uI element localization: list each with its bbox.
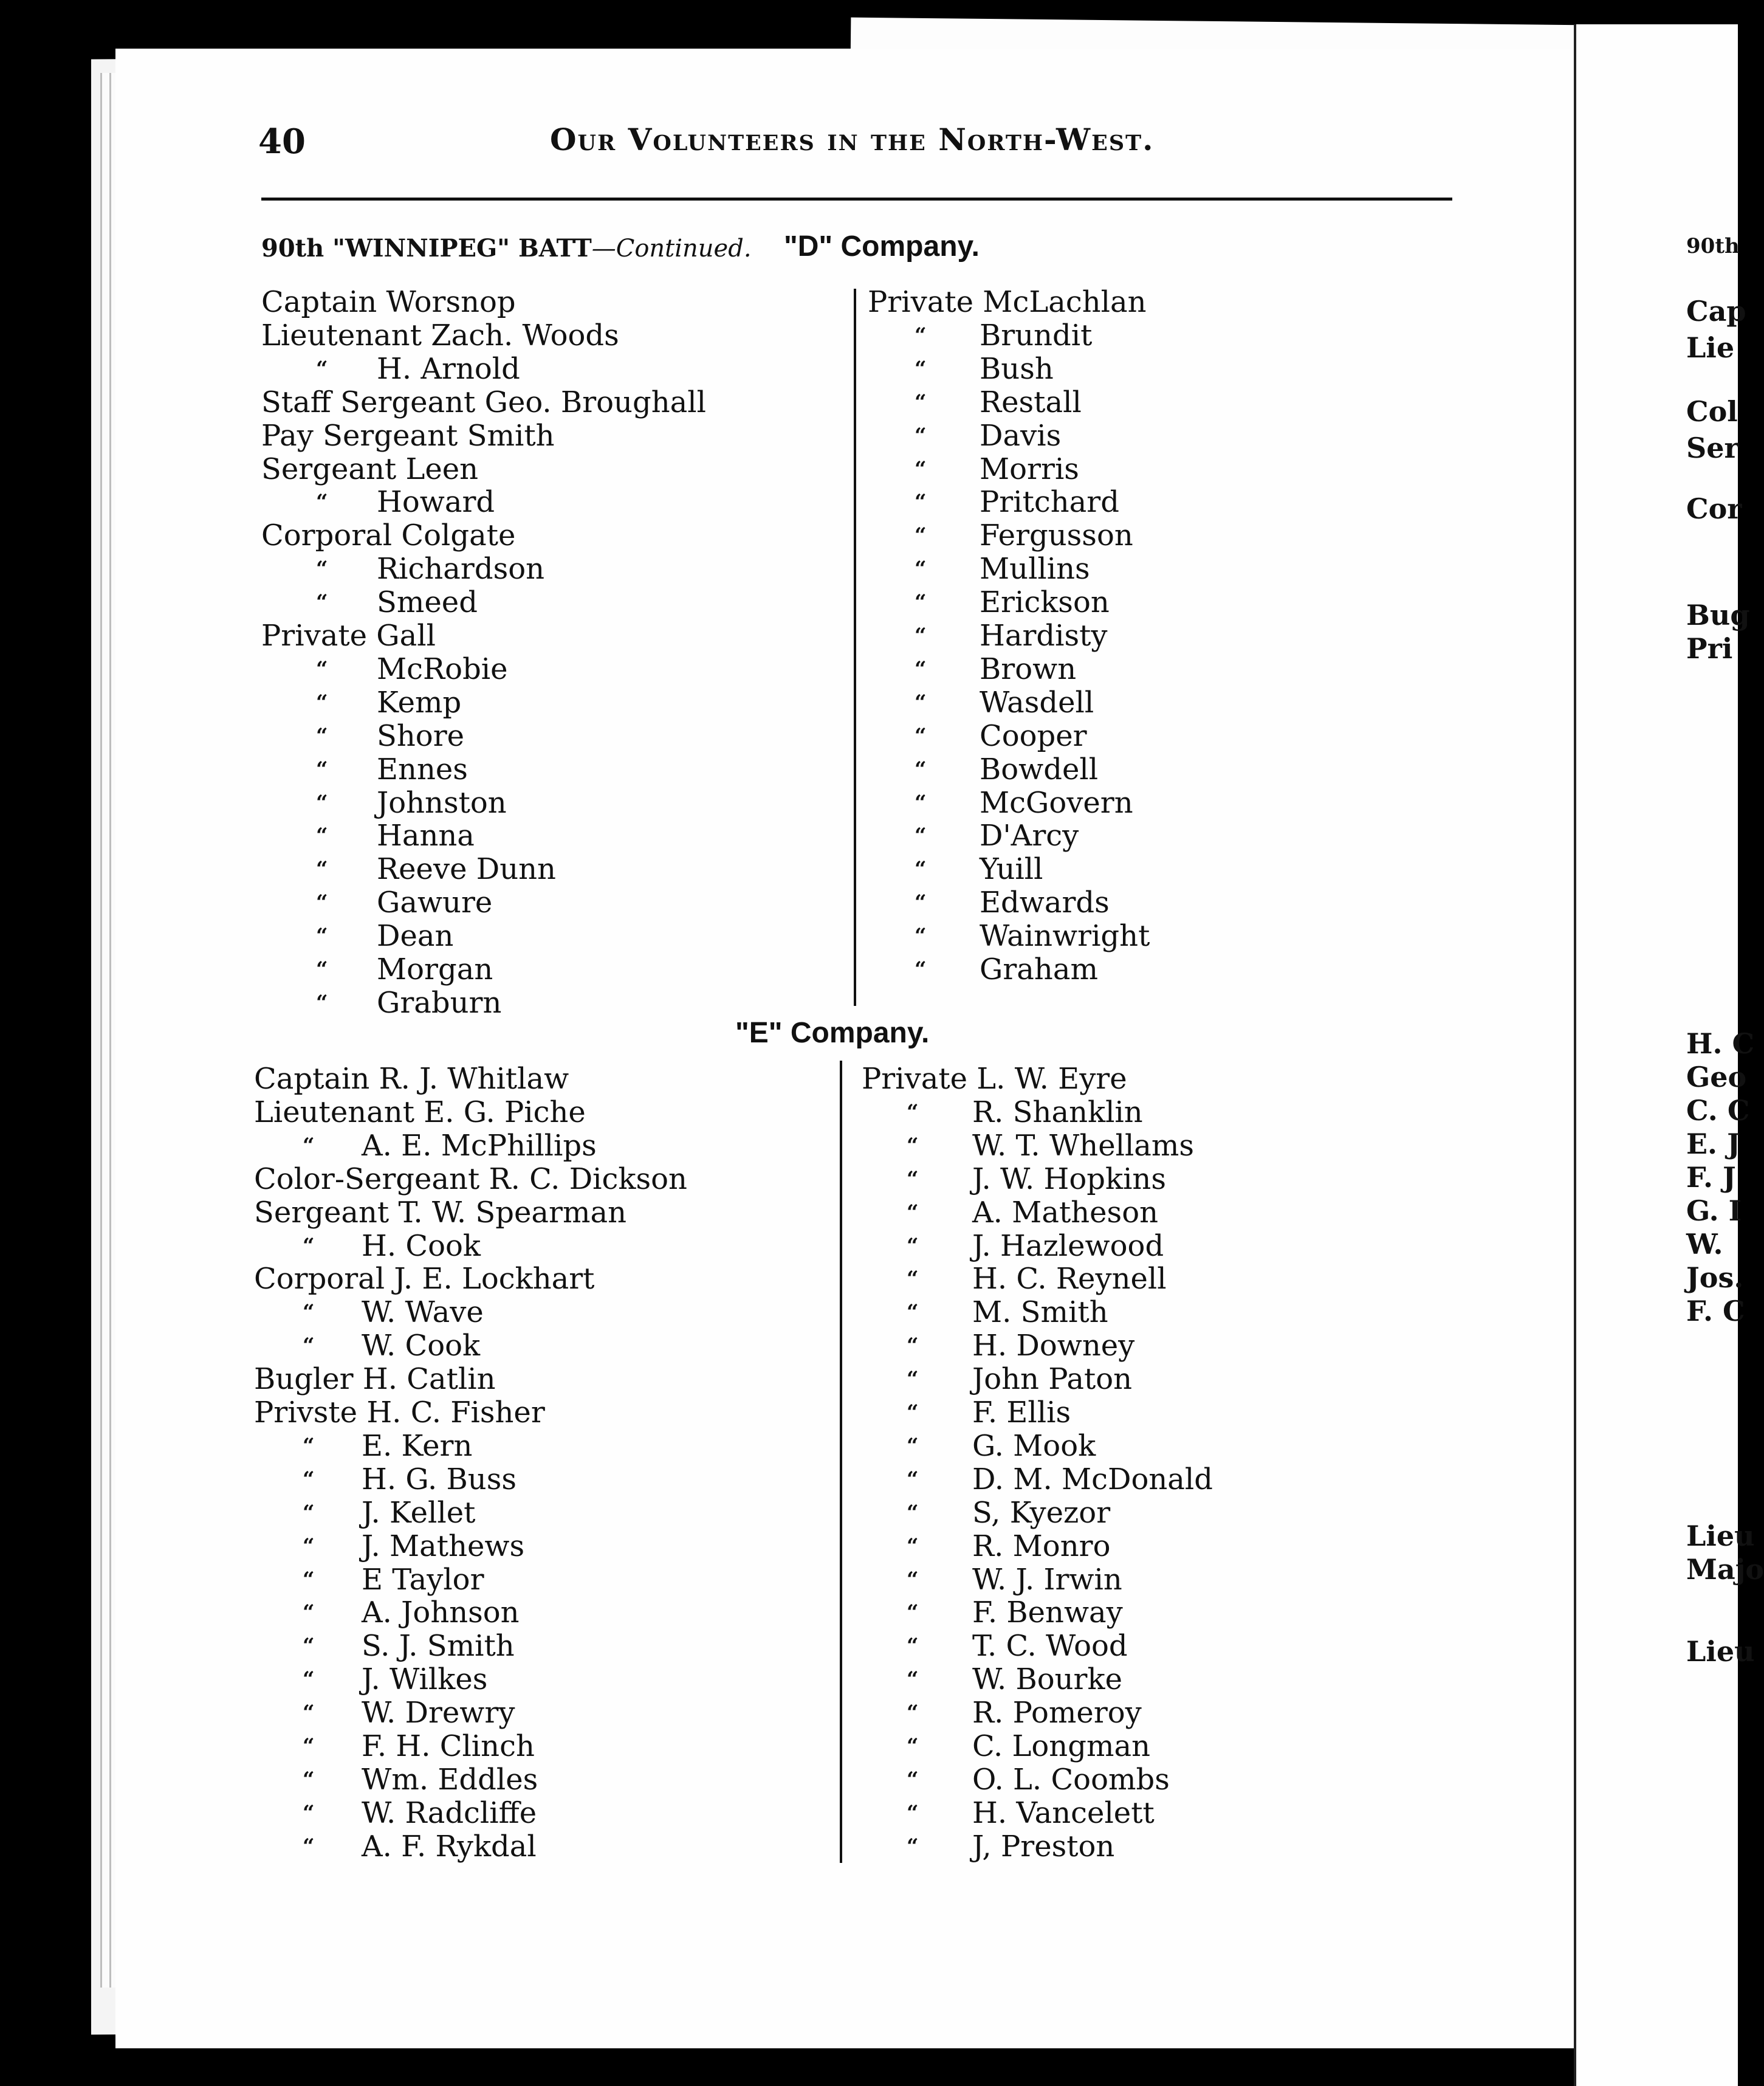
- member-name: R. Shanklin: [972, 1095, 1143, 1129]
- header-rule: [261, 198, 1452, 201]
- member-name: Erickson: [980, 585, 1110, 620]
- ditto-mark: “: [907, 1834, 919, 1859]
- ditto-mark: “: [907, 1701, 919, 1726]
- member-name: Cooper: [980, 718, 1087, 753]
- member-name: Wasdell: [980, 685, 1094, 720]
- member-name: G. Mook: [972, 1428, 1096, 1463]
- ditto-mark: “: [316, 590, 328, 615]
- e-company-heading: "E" Company.: [735, 1017, 930, 1049]
- member-name: E. Kern: [362, 1428, 473, 1463]
- facing-page-fragment: C. C: [1686, 1094, 1750, 1127]
- ditto-mark: “: [907, 1467, 919, 1492]
- facing-page-fragment: Lieu: [1686, 1520, 1755, 1552]
- member-name: J. Mathews: [362, 1529, 525, 1563]
- ditto-mark: “: [316, 790, 328, 815]
- member-name: E Taylor: [362, 1562, 484, 1597]
- member-name: McRobie: [377, 652, 508, 686]
- ditto-mark: “: [907, 1567, 919, 1592]
- roster-entry: [254, 1196, 626, 1229]
- facing-page-fragment: Col: [1686, 395, 1738, 428]
- member-name: H. Arnold: [377, 351, 520, 386]
- member-name: Richardson: [377, 552, 545, 587]
- member-name: H. Catlin: [362, 1362, 496, 1397]
- ditto-mark: “: [303, 1334, 315, 1358]
- rank-label: Captain: [261, 285, 377, 319]
- roster-entry: [868, 286, 1147, 318]
- facing-page-fragment: Ser: [1686, 432, 1739, 464]
- ditto-mark: “: [303, 1600, 315, 1625]
- ditto-mark: “: [303, 1467, 315, 1492]
- roster-entry: [261, 453, 478, 486]
- rank-label: Corporal: [254, 1262, 385, 1296]
- ditto-mark: “: [303, 1433, 315, 1458]
- ditto-mark: “: [915, 924, 927, 949]
- facing-page-fragment: Bug: [1686, 599, 1750, 632]
- ditto-mark: “: [915, 957, 927, 982]
- member-name: Graham: [980, 952, 1098, 986]
- member-name: McGovern: [980, 785, 1133, 820]
- ditto-mark: “: [915, 890, 927, 915]
- member-name: T. W. Spearman: [398, 1195, 627, 1230]
- member-name: M. Smith: [972, 1295, 1108, 1330]
- ditto-mark: “: [303, 1233, 315, 1258]
- ditto-mark: “: [303, 1767, 315, 1792]
- member-name: McLachlan: [983, 285, 1147, 319]
- ditto-mark: “: [303, 1834, 315, 1859]
- member-name: E. G. Piche: [424, 1095, 586, 1129]
- roster-entry: [862, 1062, 1127, 1095]
- member-name: Dean: [377, 919, 454, 954]
- member-name: H. G. Buss: [362, 1462, 517, 1496]
- ditto-mark: “: [303, 1500, 315, 1525]
- roster-entry: [254, 1163, 687, 1196]
- ditto-mark: “: [907, 1634, 919, 1659]
- ditto-mark: “: [915, 690, 927, 715]
- member-name: T. C. Wood: [972, 1629, 1128, 1664]
- roster-entry: [261, 419, 555, 452]
- facing-page-fragment: W.: [1686, 1228, 1723, 1261]
- roster-entry: [254, 1363, 496, 1396]
- facing-page-fragment: Lieu: [1686, 1635, 1755, 1668]
- ditto-mark: “: [907, 1200, 919, 1225]
- roster-entry: [254, 1262, 594, 1295]
- ditto-mark: “: [907, 1367, 919, 1392]
- rank-label: Private: [862, 1062, 968, 1096]
- member-name: Davis: [980, 418, 1062, 453]
- ditto-mark: “: [915, 490, 927, 515]
- member-name: Edwards: [980, 886, 1110, 920]
- ditto-mark: “: [915, 857, 927, 882]
- member-name: Hardisty: [980, 619, 1108, 653]
- ditto-mark: “: [316, 890, 328, 915]
- member-name: Pritchard: [980, 485, 1119, 520]
- ditto-mark: “: [915, 523, 927, 548]
- roster-entry: [261, 386, 706, 419]
- member-name: Johnston: [377, 785, 507, 820]
- ditto-mark: “: [316, 990, 328, 1015]
- member-name: F. Benway: [972, 1595, 1123, 1630]
- roster-entry: [254, 1396, 545, 1429]
- member-name: Morgan: [377, 952, 493, 986]
- member-name: S, Kyezor: [972, 1495, 1111, 1530]
- ditto-mark: “: [303, 1133, 315, 1158]
- ditto-mark: “: [907, 1233, 919, 1258]
- rank-label: Lieutenant: [254, 1095, 414, 1129]
- ditto-mark: “: [303, 1300, 315, 1325]
- ditto-mark: “: [907, 1500, 919, 1525]
- member-name: W. Bourke: [972, 1662, 1122, 1697]
- member-name: Geo. Broughall: [484, 385, 706, 419]
- continued-label: —Continued.: [591, 235, 752, 263]
- member-name: Smeed: [377, 585, 478, 620]
- member-name: H. Cook: [362, 1228, 481, 1263]
- column-divider: [840, 1061, 842, 1863]
- roster-entry: [261, 619, 436, 652]
- member-name: Gawure: [377, 886, 493, 920]
- roster-entry: [254, 1062, 569, 1095]
- member-name: John Paton: [972, 1362, 1133, 1397]
- rank-label: Private: [868, 285, 974, 319]
- member-name: Leen: [405, 452, 479, 486]
- member-name: Yuill: [980, 852, 1043, 887]
- ditto-mark: “: [907, 1534, 919, 1558]
- rank-label: Lieutenant: [261, 318, 422, 353]
- member-name: Hanna: [377, 819, 475, 853]
- ditto-mark: “: [303, 1634, 315, 1659]
- member-name: F. Ellis: [972, 1396, 1071, 1430]
- member-name: Bush: [980, 351, 1054, 386]
- ditto-mark: “: [915, 323, 927, 348]
- roster-entry: [254, 1096, 586, 1129]
- ditto-mark: “: [907, 1767, 919, 1792]
- ditto-mark: “: [915, 656, 927, 681]
- page-number: 40: [258, 122, 306, 162]
- ditto-mark: “: [303, 1734, 315, 1758]
- ditto-mark: “: [907, 1600, 919, 1625]
- rank-label: Sergeant: [254, 1195, 390, 1230]
- member-name: F. H. Clinch: [362, 1729, 535, 1763]
- member-name: Brown: [980, 652, 1077, 686]
- ditto-mark: “: [915, 757, 927, 782]
- d-company-heading: "D" Company.: [784, 230, 980, 263]
- member-name: Fergusson: [980, 518, 1133, 553]
- ditto-mark: “: [316, 857, 328, 882]
- running-title: Our Volunteers in the North-West.: [550, 122, 1155, 157]
- member-name: W. Radcliffe: [362, 1795, 537, 1830]
- member-name: Colgate: [401, 518, 516, 553]
- member-name: A. Johnson: [362, 1595, 520, 1630]
- facing-page-fragment: F. C: [1686, 1295, 1745, 1327]
- ditto-mark: “: [907, 1334, 919, 1358]
- ditto-mark: “: [303, 1534, 315, 1558]
- member-name: A. F. Rykdal: [362, 1829, 537, 1864]
- member-name: Smith: [467, 418, 555, 453]
- ditto-mark: “: [907, 1300, 919, 1325]
- member-name: Reeve Dunn: [377, 852, 556, 887]
- rank-label: Staff Sergeant: [261, 385, 476, 419]
- member-name: Graburn: [377, 985, 502, 1020]
- ditto-mark: “: [907, 1166, 919, 1191]
- facing-page-fragment: Lie: [1686, 331, 1735, 364]
- facing-page-fragment: E. J: [1686, 1127, 1740, 1160]
- facing-page-fragment: Cap: [1686, 295, 1746, 328]
- ditto-mark: “: [907, 1433, 919, 1458]
- ditto-mark: “: [316, 957, 328, 982]
- member-name: Mullins: [980, 552, 1090, 587]
- ditto-mark: “: [915, 790, 927, 815]
- member-name: H. Vancelett: [972, 1795, 1155, 1830]
- facing-page-fragment: G. I: [1686, 1194, 1742, 1227]
- ditto-mark: “: [907, 1133, 919, 1158]
- rank-label: Color-Sergeant: [254, 1162, 480, 1196]
- facing-page-fragment: Majo: [1686, 1553, 1764, 1586]
- rank-label: Privste: [254, 1396, 358, 1430]
- member-name: R. C. Dickson: [489, 1162, 687, 1196]
- member-name: J. E. Lockhart: [394, 1262, 595, 1296]
- member-name: A. Matheson: [972, 1195, 1158, 1230]
- ditto-mark: “: [915, 557, 927, 582]
- roster-entry: [261, 286, 516, 318]
- member-name: J. Wilkes: [362, 1662, 488, 1697]
- member-name: S. J. Smith: [362, 1629, 515, 1664]
- facing-page-fragment: Cor: [1686, 492, 1742, 525]
- member-name: J. W. Hopkins: [972, 1162, 1166, 1196]
- member-name: R. Monro: [972, 1529, 1111, 1563]
- member-name: C. Longman: [972, 1729, 1150, 1763]
- member-name: W. J. Irwin: [972, 1562, 1122, 1597]
- ditto-mark: “: [303, 1667, 315, 1692]
- member-name: Zach. Woods: [431, 318, 619, 353]
- ditto-mark: “: [907, 1667, 919, 1692]
- ditto-mark: “: [907, 1734, 919, 1758]
- member-name: Brundit: [980, 318, 1093, 353]
- member-name: Restall: [980, 385, 1082, 419]
- ditto-mark: “: [316, 490, 328, 515]
- facing-page-fragment: F. J: [1686, 1161, 1736, 1194]
- facing-page-fragment: Jos.: [1686, 1261, 1744, 1294]
- ditto-mark: “: [915, 423, 927, 448]
- roster-entry: [261, 319, 619, 352]
- ditto-mark: “: [915, 456, 927, 481]
- rank-label: Private: [261, 619, 368, 653]
- member-name: J. Hazlewood: [972, 1228, 1164, 1263]
- rank-label: Pay Sergeant: [261, 418, 458, 453]
- ditto-mark: “: [915, 590, 927, 615]
- column-divider: [854, 289, 856, 1006]
- member-name: J. Kellet: [362, 1495, 476, 1530]
- member-name: Bowdell: [980, 752, 1099, 787]
- member-name: Shore: [377, 718, 465, 753]
- ditto-mark: “: [316, 824, 328, 849]
- member-name: Worsnop: [386, 285, 516, 319]
- ditto-mark: “: [316, 656, 328, 681]
- rank-label: Sergeant: [261, 452, 397, 486]
- member-name: Kemp: [377, 685, 462, 720]
- member-name: Gall: [376, 619, 436, 653]
- ditto-mark: “: [907, 1267, 919, 1292]
- member-name: L. W. Eyre: [976, 1062, 1127, 1096]
- ditto-mark: “: [303, 1701, 315, 1726]
- roster-entry: [261, 519, 515, 552]
- ditto-mark: “: [303, 1567, 315, 1592]
- facing-page-fragment: 90th: [1686, 234, 1740, 258]
- rank-label: Captain: [254, 1062, 370, 1096]
- rank-label: Corporal: [261, 518, 393, 553]
- ditto-mark: “: [907, 1800, 919, 1825]
- ditto-mark: “: [907, 1100, 919, 1124]
- member-name: Wm. Eddles: [362, 1762, 538, 1797]
- ditto-mark: “: [915, 824, 927, 849]
- ditto-mark: “: [316, 356, 328, 381]
- member-name: H. Downey: [972, 1329, 1135, 1363]
- member-name: W. Drewry: [362, 1696, 515, 1730]
- ditto-mark: “: [915, 723, 927, 748]
- member-name: Wainwright: [980, 919, 1150, 954]
- ditto-mark: “: [316, 757, 328, 782]
- ditto-mark: “: [316, 557, 328, 582]
- ditto-mark: “: [915, 390, 927, 415]
- ditto-mark: “: [915, 356, 927, 381]
- member-name: W. Cook: [362, 1329, 481, 1363]
- ditto-mark: “: [915, 624, 927, 648]
- member-name: O. L. Coombs: [972, 1762, 1170, 1797]
- member-name: R. Pomeroy: [972, 1696, 1142, 1730]
- member-name: J, Preston: [972, 1829, 1115, 1864]
- member-name: R. J. Whitlaw: [379, 1062, 569, 1096]
- member-name: Howard: [377, 485, 495, 520]
- member-name: A. E. McPhillips: [362, 1128, 597, 1163]
- rank-label: Bugler: [254, 1362, 354, 1397]
- ditto-mark: “: [316, 690, 328, 715]
- member-name: W. Wave: [362, 1295, 484, 1330]
- ditto-mark: “: [316, 723, 328, 748]
- member-name: D. M. McDonald: [972, 1462, 1213, 1496]
- member-name: H. C. Fisher: [366, 1396, 545, 1430]
- facing-page-fragment: H. C: [1686, 1027, 1755, 1060]
- facing-page-fragment: Pri: [1686, 632, 1733, 665]
- battalion-subheading: [261, 234, 752, 263]
- member-name: W. T. Whellams: [972, 1128, 1195, 1163]
- ditto-mark: “: [907, 1400, 919, 1425]
- facing-page-fragment: Geo: [1686, 1061, 1747, 1093]
- ditto-mark: “: [316, 924, 328, 949]
- member-name: Ennes: [377, 752, 468, 787]
- member-name: D'Arcy: [980, 819, 1079, 853]
- ditto-mark: “: [303, 1800, 315, 1825]
- member-name: H. C. Reynell: [972, 1262, 1167, 1296]
- battalion-name: 90th "WINNIPEG" BATT: [261, 234, 592, 263]
- member-name: Morris: [980, 452, 1079, 486]
